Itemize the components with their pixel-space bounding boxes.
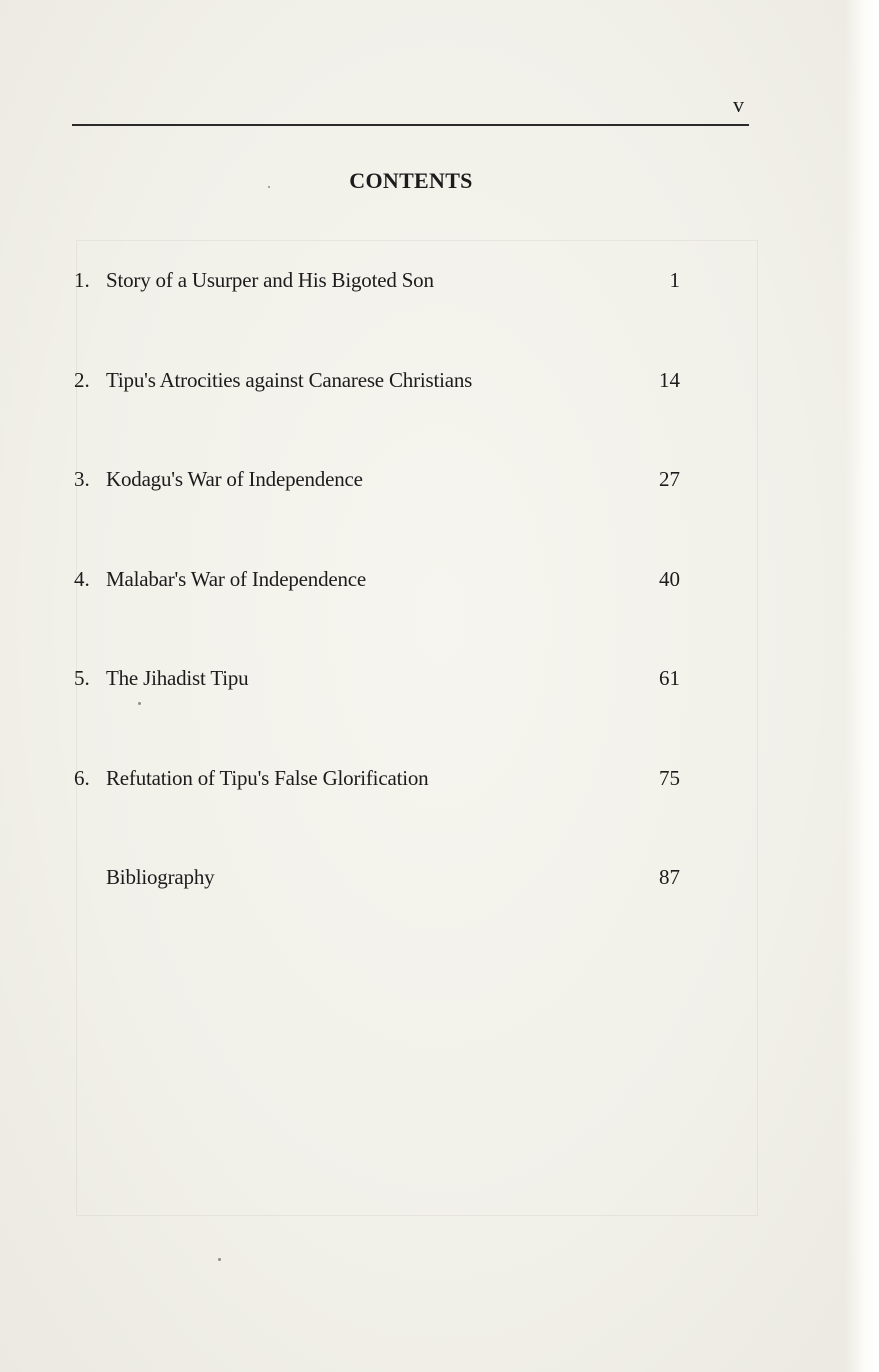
toc-entry	[72, 662, 692, 762]
toc-entry	[72, 364, 692, 464]
toc-entry-title: Tipu's Atrocities against Canarese Christians	[106, 367, 473, 392]
toc-entry-page: 87	[659, 865, 680, 889]
toc-entry-page: 1	[669, 268, 680, 292]
contents-heading: CONTENTS	[349, 168, 473, 193]
toc-entry-title: The Jihadist Tipu	[106, 666, 249, 690]
toc-entry-page: 61	[659, 666, 680, 690]
toc-entry-title: Malabar's War of Independence	[106, 566, 367, 591]
page-edge-highlight	[845, 0, 879, 1372]
paper-speck	[138, 702, 141, 705]
toc-entry-title: Kodagu's War of Independence	[106, 467, 363, 491]
paper-speck	[268, 186, 270, 188]
page-number: v	[733, 92, 745, 117]
table-of-contents	[72, 264, 692, 961]
toc-entry	[72, 861, 692, 961]
toc-entry-number: 4.	[74, 566, 90, 591]
toc-entry-page: 14	[659, 367, 680, 392]
toc-entry-title: Bibliography	[106, 865, 215, 889]
header-rule	[72, 124, 749, 126]
paper-speck	[218, 1258, 221, 1261]
toc-entry	[72, 463, 692, 563]
toc-entry-title: Refutation of Tipu's False Glorification	[106, 765, 429, 790]
toc-entry-number: 2.	[74, 367, 90, 392]
toc-entry-number: 1.	[74, 268, 90, 292]
toc-entry	[72, 563, 692, 663]
toc-entry-page: 75	[659, 765, 680, 790]
toc-entry-number: 3.	[74, 467, 90, 491]
toc-entry	[72, 264, 692, 364]
toc-entry-number: 5.	[74, 666, 90, 690]
toc-entry-number: 6.	[74, 765, 90, 790]
toc-entry-title: Story of a Usurper and His Bigoted Son	[106, 268, 434, 292]
toc-entry-page: 40	[659, 566, 680, 591]
toc-entry-page: 27	[659, 467, 680, 491]
toc-entry	[72, 762, 692, 862]
